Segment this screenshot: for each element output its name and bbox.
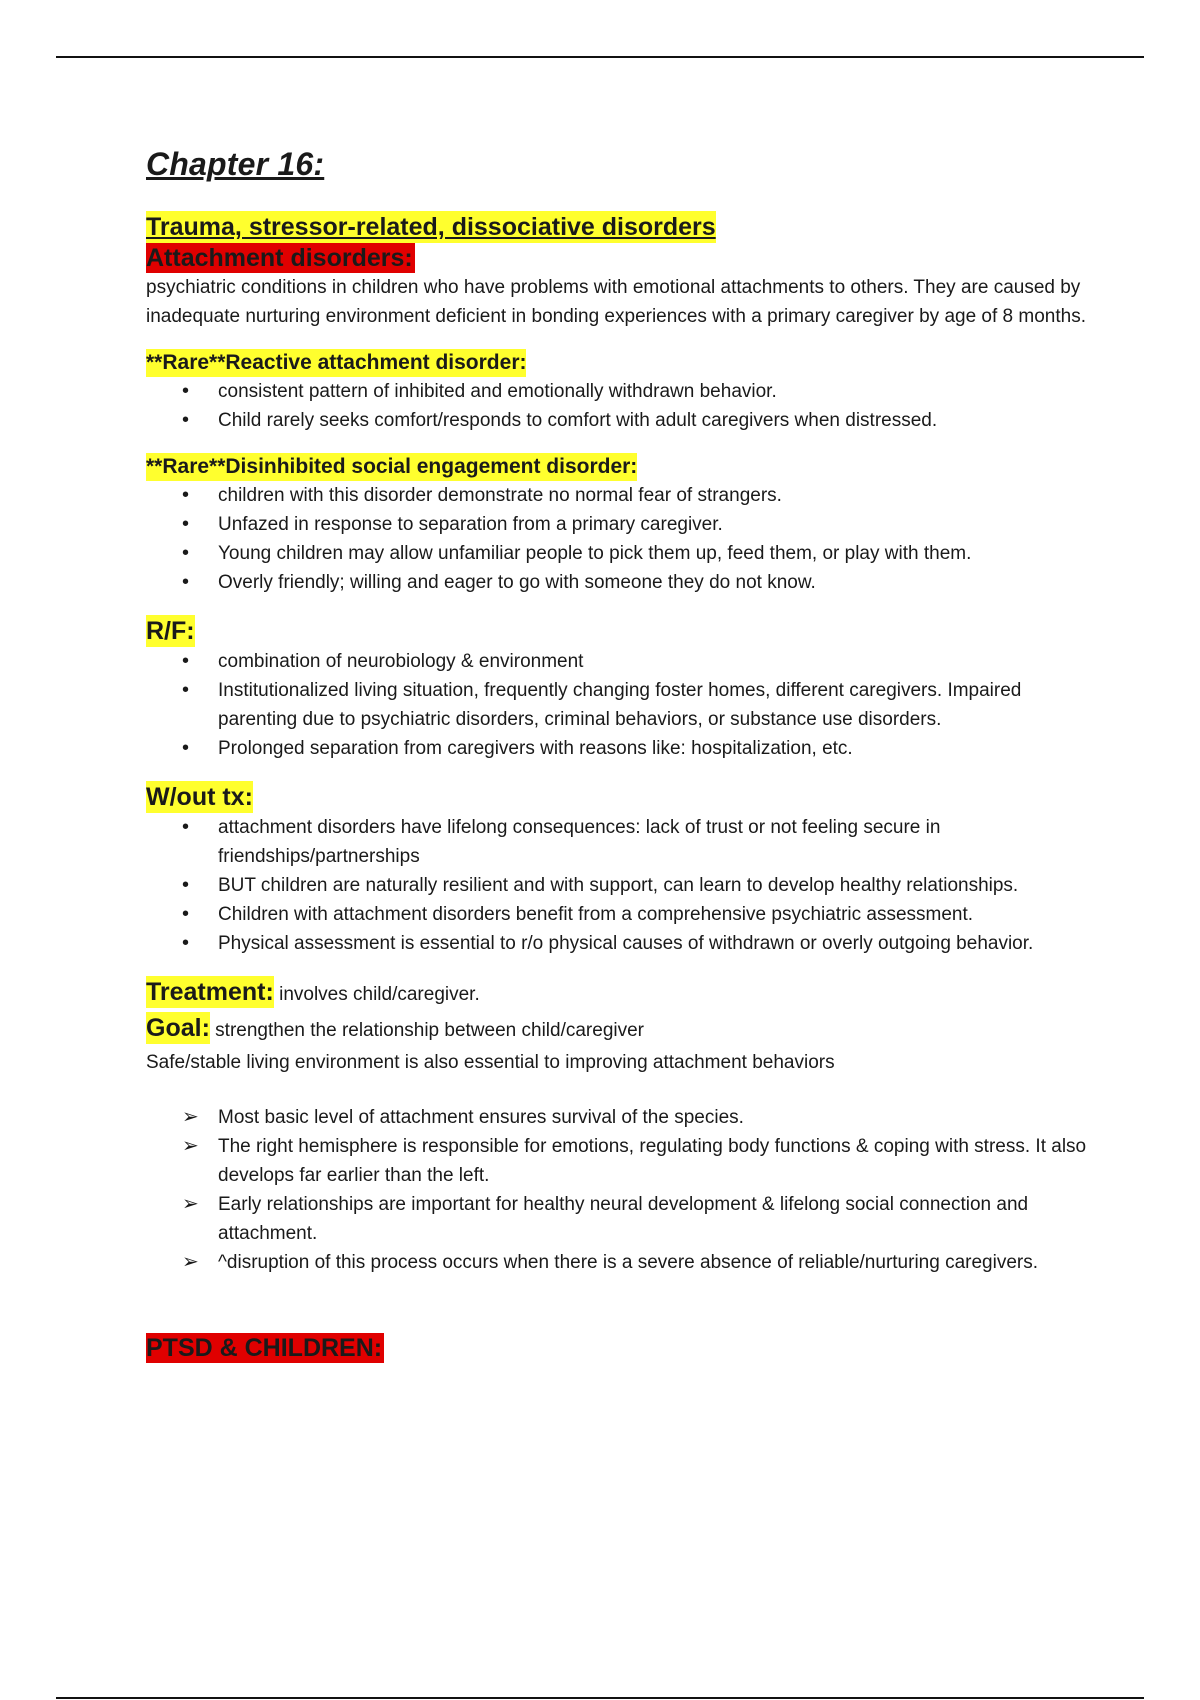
document-body [146,146,1096,1363]
arrow-section [146,1103,1096,1277]
disinhibited-heading: **Rare**Disinhibited social engagement disorder: [146,453,637,481]
attachment-description: psychiatric conditions in children who have problems with emotional attachments to others. They are caused by inadequate nurturing environment deficient in bonding experiences with a primary caregiver by age of 8 months. [146,277,1086,327]
treatment-row [146,976,1096,1012]
list-item: • Physical assessment is essential to r/o physical causes of withdrawn or overly outgoing behavior. [146,929,1096,958]
bullet-icon: • [182,650,190,672]
bullet-icon: • [182,903,190,925]
bullet-icon: • [182,409,190,431]
list-item: • children with this disorder demonstrate no normal fear of strangers. [146,481,1096,510]
treatment-text: involves child/caregiver. [273,984,480,1005]
bullet-icon: • [182,679,190,701]
bullet-icon: • [182,816,190,838]
list-item: ➢ Early relationships are important for healthy neural development & lifelong social connection and attachment. [146,1190,1096,1248]
ptsd-heading: PTSD & CHILDREN: [146,1334,383,1362]
bottom-rule [56,1697,1144,1699]
bullet-icon: • [182,571,190,593]
risk-factors-section [146,615,1096,763]
list-item: • BUT children are naturally resilient and with support, can learn to develop healthy relationships. [146,871,1096,900]
reactive-list [146,377,1096,435]
bullet-icon: • [182,513,190,535]
disinhibited-section [146,453,1096,597]
safe-note: Safe/stable living environment is also essential to improving attachment behaviors [146,1052,835,1073]
list-item: • Overly friendly; willing and eager to go with someone they do not know. [146,568,1096,597]
bullet-icon: • [182,932,190,954]
goal-label: Goal: [146,1014,210,1042]
list-item: • consistent pattern of inhibited and emotionally withdrawn behavior. [146,377,1096,406]
list-item: ➢ Most basic level of attachment ensures survival of the species. [146,1103,1096,1132]
list-item: • Institutionalized living situation, frequently changing foster homes, different caregivers. Impaired parenting due to psychiatric disorders, criminal behaviors, or substance use disorders. [146,676,1096,734]
list-item: ➢ ^disruption of this process occurs when there is a severe absence of reliable/nurturing caregivers. [146,1248,1096,1277]
treatment-section [146,976,1096,1077]
goal-row [146,1012,1096,1048]
risk-factors-heading: R/F: [146,617,195,645]
list-item: ➢ The right hemisphere is responsible for emotions, regulating body functions & coping with stress. It also develops far earlier than the left. [146,1132,1096,1190]
ptsd-section [146,1333,1096,1363]
bullet-icon: • [182,874,190,896]
attachment-heading: Attachment disorders: [146,244,413,272]
arrow-bullet-icon: ➢ [182,1106,199,1128]
arrow-list [146,1103,1096,1277]
top-rule [56,56,1144,58]
list-item: • attachment disorders have lifelong consequences: lack of trust or not feeling secure in friendships/partnerships [146,813,1096,871]
list-item: • Prolonged separation from caregivers with reasons like: hospitalization, etc. [146,734,1096,763]
chapter-title: Chapter 16: [146,146,325,182]
bullet-icon: • [182,380,190,402]
section-title: Trauma, stressor-related, dissociative disorders [146,213,716,241]
reactive-heading: **Rare**Reactive attachment disorder: [146,349,526,377]
without-tx-heading: W/out tx: [146,783,253,811]
treatment-label: Treatment: [146,978,274,1006]
list-item: • Unfazed in response to separation from a primary caregiver. [146,510,1096,539]
arrow-bullet-icon: ➢ [182,1135,199,1157]
list-item: • Children with attachment disorders benefit from a comprehensive psychiatric assessment. [146,900,1096,929]
list-item: • combination of neurobiology & environment [146,647,1096,676]
risk-factors-list [146,647,1096,763]
bullet-icon: • [182,484,190,506]
disinhibited-list [146,481,1096,597]
arrow-bullet-icon: ➢ [182,1251,199,1273]
list-item: • Child rarely seeks comfort/responds to comfort with adult caregivers when distressed. [146,406,1096,435]
without-tx-list [146,813,1096,958]
arrow-bullet-icon: ➢ [182,1193,199,1215]
bullet-icon: • [182,737,190,759]
goal-text: strengthen the relationship between child/caregiver [209,1020,645,1041]
without-tx-section [146,781,1096,958]
bullet-icon: • [182,542,190,564]
list-item: • Young children may allow unfamiliar people to pick them up, feed them, or play with them. [146,539,1096,568]
reactive-section [146,349,1096,435]
